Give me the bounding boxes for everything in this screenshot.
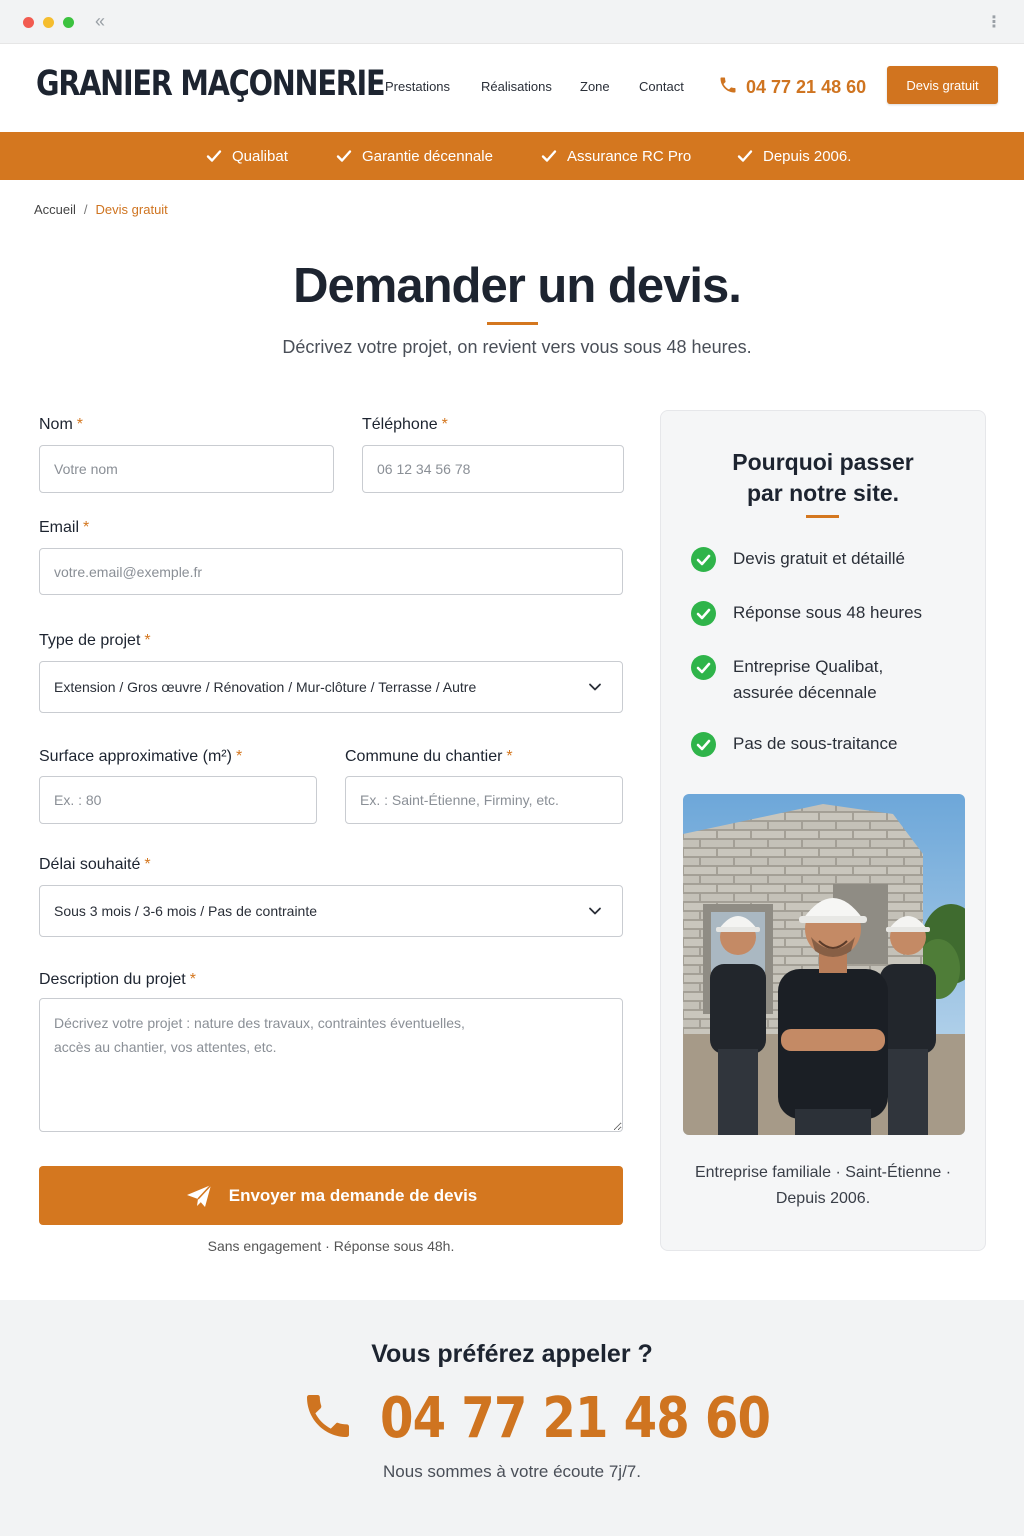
check-circle-icon	[691, 655, 716, 680]
submit-note: Sans engagement · Réponse sous 48h.	[207, 1238, 455, 1254]
chevron-down-icon	[588, 904, 602, 918]
description-textarea[interactable]	[39, 998, 623, 1132]
close-window-dot[interactable]	[23, 17, 34, 28]
aside-title: Pourquoi passer par notre site.	[732, 449, 914, 506]
trust-item-assurance	[541, 132, 691, 180]
delai-value: Sous 3 mois / 3-6 mois / Pas de contrainte	[54, 903, 318, 919]
trust-bar	[0, 132, 1024, 180]
call-title: Vous préférez appeler ?	[371, 1340, 653, 1368]
nav-link-contact[interactable]: Contact	[639, 79, 684, 94]
paper-plane-icon	[185, 1183, 213, 1209]
type-projet-label: Type de projet *	[39, 632, 151, 649]
delai-label: Délai souhaité *	[39, 856, 151, 873]
check-circle-icon	[691, 732, 716, 757]
benefit-text: Entreprise Qualibat, assurée décennale	[733, 657, 884, 702]
check-icon	[737, 149, 753, 163]
browser-chrome	[0, 0, 1024, 44]
call-note: Nous sommes à votre écoute 7j/7.	[383, 1462, 641, 1481]
commune-label: Commune du chantier *	[345, 748, 513, 765]
check-icon	[206, 149, 222, 163]
phone-icon	[300, 1388, 356, 1449]
header-phone-link[interactable]	[718, 75, 866, 100]
breadcrumb-home[interactable]: Accueil	[34, 202, 76, 217]
kebab-menu-icon[interactable]: ⋮	[986, 14, 1002, 31]
nom-label: Nom *	[39, 416, 84, 433]
aside-title-underline	[806, 515, 839, 518]
surface-input[interactable]	[39, 776, 317, 824]
benefit-text: Pas de sous-traitance	[733, 734, 898, 753]
title-underline	[487, 322, 538, 325]
nav-link-realisations[interactable]: Réalisations	[481, 79, 552, 94]
trust-item-garantie	[336, 132, 493, 180]
trust-label: Garantie décennale	[362, 147, 493, 165]
benefit-text: Réponse sous 48 heures	[733, 603, 923, 622]
nav-link-prestations[interactable]: Prestations	[385, 79, 451, 94]
chevron-down-icon	[588, 680, 602, 694]
benefit-item	[691, 654, 883, 706]
benefit-item	[691, 600, 922, 626]
trust-label: Assurance RC Pro	[567, 147, 692, 165]
type-projet-value: Extension / Gros œuvre / Rénovation / Mur-clôture / Terrasse / Autre	[54, 679, 477, 695]
email-input[interactable]	[39, 548, 623, 595]
call-phone-link[interactable]	[300, 1386, 834, 1451]
trust-label: Depuis 2006.	[763, 147, 852, 165]
trust-item-depuis	[737, 132, 851, 180]
email-label: Email *	[39, 519, 90, 536]
benefit-item	[691, 731, 897, 757]
check-circle-icon	[691, 601, 716, 626]
telephone-input[interactable]	[362, 445, 624, 493]
trust-label: Qualibat	[232, 147, 288, 165]
check-icon	[541, 149, 557, 163]
nav-link-zone[interactable]: Zone	[580, 79, 610, 94]
page-subtitle: Décrivez votre projet, on revient vers vous sous 48 heures.	[282, 337, 752, 357]
check-circle-icon	[691, 547, 716, 572]
minimize-window-dot[interactable]	[43, 17, 54, 28]
surface-label: Surface approximative (m²) *	[39, 748, 243, 765]
benefit-text: Devis gratuit et détaillé	[733, 549, 905, 568]
call-section	[0, 1300, 1024, 1536]
nom-input[interactable]	[39, 445, 334, 493]
aside-caption: Entreprise familiale · Saint-Étienne · Depuis 2006.	[694, 1164, 952, 1207]
call-phone-number: 04 77 21 48 60	[380, 1386, 771, 1451]
type-projet-select[interactable]	[39, 661, 623, 713]
team-photo	[683, 794, 965, 1135]
devis-gratuit-button[interactable]: Devis gratuit	[887, 66, 998, 104]
check-icon	[336, 149, 352, 163]
maximize-window-dot[interactable]	[63, 17, 74, 28]
why-us-panel	[660, 410, 986, 1251]
submit-devis-button[interactable]	[39, 1166, 623, 1225]
breadcrumb-separator: /	[83, 202, 88, 217]
site-header	[0, 44, 1024, 132]
phone-icon	[718, 75, 738, 100]
breadcrumb-current: Devis gratuit	[95, 202, 168, 217]
brand-logo[interactable]: GRANIER MAÇONNERIE	[36, 64, 385, 104]
delai-select[interactable]	[39, 885, 623, 937]
benefit-item	[691, 546, 905, 572]
trust-item-qualibat	[206, 132, 288, 180]
header-phone-number: 04 77 21 48 60	[746, 77, 867, 97]
double-chevron-left-icon[interactable]: «	[95, 11, 106, 31]
telephone-label: Téléphone *	[362, 416, 448, 433]
page-title: Demander un devis.	[293, 259, 741, 313]
submit-label: Envoyer ma demande de devis	[228, 1185, 478, 1205]
commune-input[interactable]	[345, 776, 623, 824]
description-label: Description du projet *	[39, 971, 196, 988]
breadcrumb	[34, 202, 168, 217]
